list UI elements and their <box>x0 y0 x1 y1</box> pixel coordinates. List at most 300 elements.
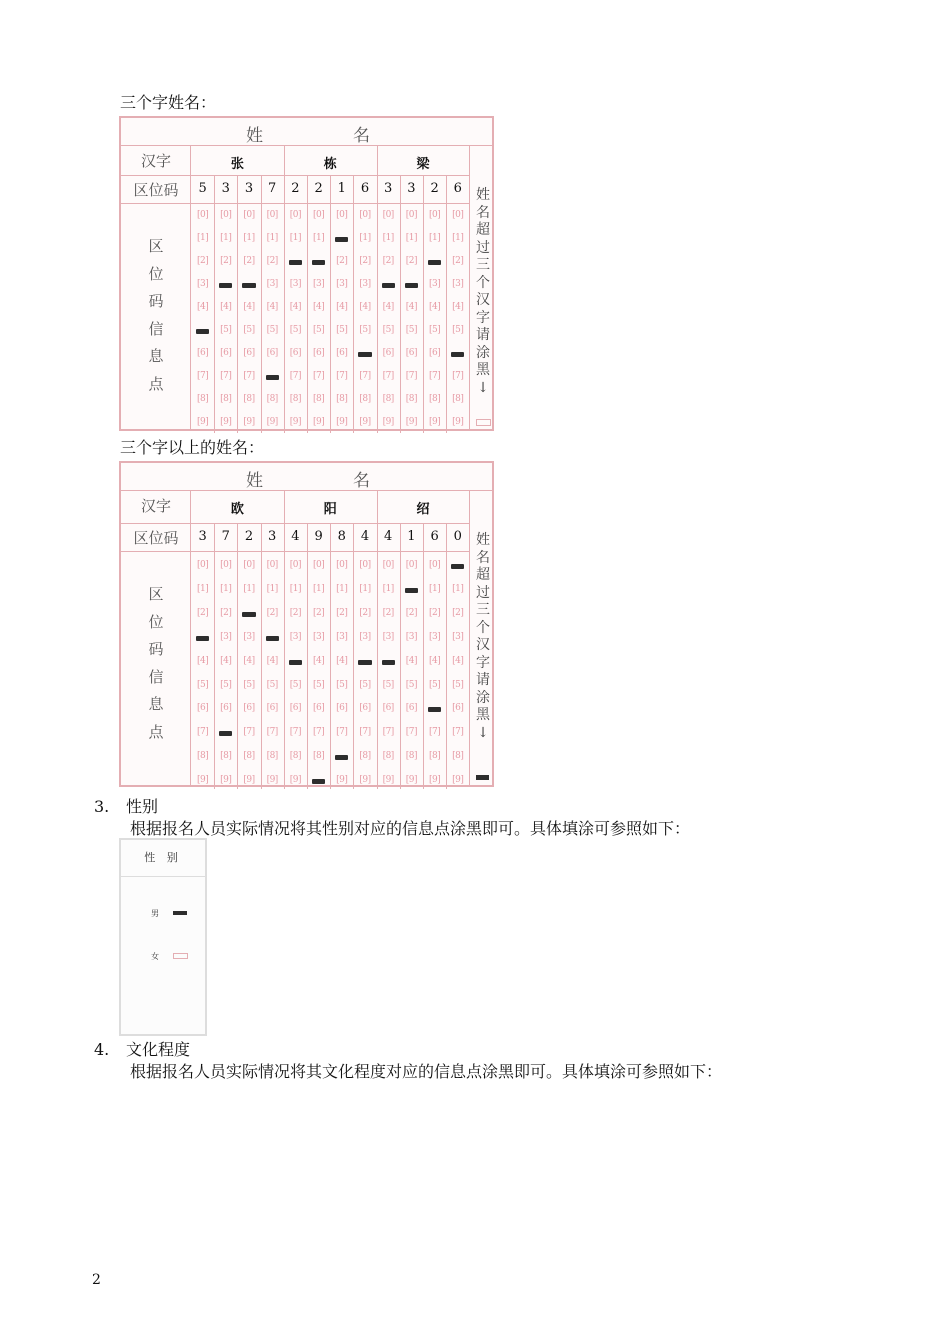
side-note-char: 姓 <box>476 532 490 548</box>
side-note-char: 过 <box>476 239 490 256</box>
gender-male-mark <box>173 911 187 915</box>
bubble: [7] <box>428 371 441 381</box>
bubble: [9] <box>243 417 255 427</box>
bubble: [5] <box>405 679 418 690</box>
bubble: [6] <box>312 348 325 358</box>
side-note-char: 个 <box>476 619 490 636</box>
name-char: 栋 <box>323 157 337 172</box>
bubble: [9] <box>289 775 302 786</box>
bubble: [0] <box>289 210 302 220</box>
bubble: [4] <box>452 655 464 666</box>
bubble: [5] <box>266 325 278 335</box>
bubble: [5] <box>428 679 441 690</box>
bubble: [2] <box>428 607 441 618</box>
filled-bubble <box>196 329 209 334</box>
bubble: [6] <box>196 348 209 358</box>
bubble: [1] <box>428 233 441 243</box>
bubble: [4] <box>243 302 255 312</box>
bubble: [0] <box>336 210 348 220</box>
filled-bubble <box>405 588 418 593</box>
bubble: [4] <box>452 302 464 312</box>
bubble: [9] <box>382 417 394 427</box>
bubble: [5] <box>266 679 278 690</box>
code-digit: 7 <box>221 529 230 544</box>
bubble: [4] <box>405 302 418 312</box>
bubble: [5] <box>359 679 371 690</box>
bubble: [8] <box>382 394 394 404</box>
code-digit: 0 <box>453 529 462 544</box>
bubble: [2] <box>452 256 464 266</box>
bubble: [8] <box>359 751 371 762</box>
bubble: [8] <box>452 394 464 404</box>
info-point-label: 区 <box>148 237 164 255</box>
bubble: [4] <box>336 655 348 666</box>
bubble: [1] <box>382 233 394 243</box>
caption-three-char-name: 三个字姓名： <box>120 93 217 112</box>
bubble: [9] <box>428 417 441 427</box>
bubble: [5] <box>243 679 255 690</box>
filled-bubble <box>428 707 441 712</box>
code-digit: 6 <box>360 181 370 196</box>
bubble: [9] <box>243 775 255 786</box>
bubble: [1] <box>266 233 278 243</box>
filled-bubble <box>196 636 209 641</box>
bubble: [0] <box>289 560 302 570</box>
section-4-text: 根据报名人员实际情况将其文化程度对应的信息点涂黑即可。具体填涂可参照如下： <box>130 1062 723 1081</box>
bubble: [2] <box>359 607 371 618</box>
bubble: [5] <box>452 679 464 690</box>
bubble: [9] <box>452 775 464 786</box>
code-digit: 3 <box>198 529 207 544</box>
bubble: [6] <box>452 703 464 714</box>
bubble: [6] <box>382 703 394 714</box>
section-3-number: 3. <box>94 797 110 816</box>
over-three-box <box>476 419 491 426</box>
code-digit: 3 <box>384 181 393 196</box>
bubble: [3] <box>220 631 232 642</box>
info-point-label: 码 <box>148 640 164 658</box>
bubble: [1] <box>312 233 325 243</box>
bubble: [1] <box>382 583 394 594</box>
bubble: [3] <box>289 279 302 289</box>
bubble: [8] <box>220 394 232 404</box>
bubble: [2] <box>359 256 371 266</box>
code-digit: 2 <box>291 181 300 196</box>
code-digit: 2 <box>314 181 323 196</box>
grid-line <box>121 523 469 524</box>
bubble: [8] <box>312 751 325 762</box>
grid-line <box>121 203 469 204</box>
bubble: [6] <box>243 348 255 358</box>
name-header <box>121 118 492 146</box>
side-note-char: 三 <box>476 602 490 618</box>
side-note-char: 个 <box>476 274 490 291</box>
bubble: [7] <box>196 727 209 738</box>
gender-sheet <box>119 838 207 1036</box>
bubble: [7] <box>382 727 394 738</box>
bubble: [3] <box>196 279 209 289</box>
bubble: [8] <box>405 394 418 404</box>
bubble: [8] <box>266 751 278 762</box>
filled-bubble <box>312 260 325 265</box>
bubble: [8] <box>220 751 232 762</box>
bubble: [3] <box>359 279 371 289</box>
side-note-char: 过 <box>476 584 490 601</box>
bubble: [8] <box>452 751 464 762</box>
bubble: [1] <box>336 583 348 594</box>
bubble: [3] <box>452 631 464 642</box>
name-char: 欧 <box>230 502 244 517</box>
bubble: [7] <box>196 371 209 381</box>
bubble: [8] <box>428 394 441 404</box>
bubble: [8] <box>243 394 255 404</box>
bubble: [7] <box>452 727 464 738</box>
bubble: [0] <box>452 210 464 220</box>
filled-bubble <box>242 612 255 617</box>
bubble: [4] <box>196 302 209 312</box>
bubble: [2] <box>266 607 278 618</box>
bubble: [7] <box>382 371 394 381</box>
bubble: [8] <box>382 751 394 762</box>
bubble: [4] <box>220 302 232 312</box>
bubble: [8] <box>336 394 348 404</box>
bubble: [5] <box>428 325 441 335</box>
info-point-label: 点 <box>148 722 164 741</box>
info-point-label: 码 <box>148 292 164 310</box>
bubble: [5] <box>289 679 302 690</box>
bubble: [0] <box>312 210 325 220</box>
bubble: [7] <box>405 371 418 381</box>
code-digit: 1 <box>407 529 416 544</box>
bubble: [6] <box>289 703 302 714</box>
bubble: [2] <box>336 607 348 618</box>
bubble: [5] <box>336 325 348 335</box>
bubble: [2] <box>266 256 278 266</box>
bubble: [6] <box>266 348 278 358</box>
bubble: [5] <box>220 325 232 335</box>
bubble: [1] <box>312 583 325 594</box>
bubble: [7] <box>336 727 348 738</box>
bubble: [1] <box>289 233 302 243</box>
bubble: [3] <box>312 279 325 289</box>
filled-bubble <box>266 636 279 641</box>
bubble: [1] <box>428 583 441 594</box>
bubble: [5] <box>405 325 418 335</box>
bubble: [3] <box>428 279 441 289</box>
side-note-char: 涂 <box>476 344 490 361</box>
filled-bubble <box>358 660 371 665</box>
bubble: [9] <box>336 417 348 427</box>
bubble: [3] <box>266 279 278 289</box>
filled-bubble <box>358 352 371 357</box>
bubble: [4] <box>336 302 348 312</box>
bubble: [9] <box>220 417 232 427</box>
bubble: [7] <box>405 727 418 738</box>
page-number: 2 <box>92 1272 101 1288</box>
bubble: [9] <box>359 775 371 786</box>
bubble: [4] <box>428 302 441 312</box>
info-point-label: 区 <box>148 585 164 603</box>
bubble: [5] <box>289 325 302 335</box>
bubble: [7] <box>312 727 325 738</box>
bubble: [8] <box>289 394 302 404</box>
bubble: [6] <box>405 348 418 358</box>
filled-bubble <box>312 779 325 784</box>
name-sheet-three-chars <box>119 116 494 431</box>
code-digit: 2 <box>430 181 439 196</box>
bubble: [2] <box>196 256 209 266</box>
bubble: [6] <box>336 703 348 714</box>
bubble: [6] <box>220 348 232 358</box>
name-char: 绍 <box>416 502 430 517</box>
bubble: [8] <box>266 394 278 404</box>
bubble: [2] <box>196 607 209 618</box>
bubble: [4] <box>243 655 255 666</box>
header-right-char: 名 <box>353 471 370 491</box>
bubble: [8] <box>196 751 209 762</box>
header-left-char: 姓 <box>246 471 263 491</box>
code-digit: 4 <box>291 529 300 544</box>
bubble: [6] <box>220 703 232 714</box>
side-note-char: ↓ <box>477 379 489 396</box>
bubble: [1] <box>243 583 255 594</box>
bubble: [6] <box>359 703 371 714</box>
bubble: [7] <box>243 371 255 381</box>
info-point-label: 息 <box>148 695 164 713</box>
bubble: [4] <box>266 655 278 666</box>
bubble: [1] <box>405 233 418 243</box>
bubble: [7] <box>289 371 302 381</box>
bubble: [0] <box>382 210 394 220</box>
code-digit: 5 <box>198 181 207 196</box>
filled-bubble <box>335 755 348 760</box>
bubble: [9] <box>359 417 371 427</box>
bubble: [1] <box>289 583 302 594</box>
row-label-code: 区位码 <box>133 529 179 547</box>
bubble: [3] <box>243 631 255 642</box>
bubble: [0] <box>220 210 232 220</box>
bubble: [9] <box>196 775 209 786</box>
bubble: [8] <box>289 751 302 762</box>
bubble: [3] <box>289 631 302 642</box>
bubble: [1] <box>266 583 278 594</box>
caption-multi-char-name: 三个字以上的姓名： <box>120 438 265 457</box>
bubble: [3] <box>452 279 464 289</box>
bubble: [2] <box>336 256 348 266</box>
bubble: [5] <box>312 679 325 690</box>
filled-bubble <box>219 731 232 736</box>
filled-bubble <box>405 283 418 288</box>
bubble: [9] <box>220 775 232 786</box>
bubble: [6] <box>196 703 209 714</box>
bubble: [9] <box>428 775 441 786</box>
bubble: [5] <box>220 679 232 690</box>
bubble: [6] <box>266 703 278 714</box>
info-point-label: 点 <box>148 374 164 393</box>
bubble: [2] <box>243 256 255 266</box>
bubble: [9] <box>382 775 394 786</box>
gender-male-label: 男 <box>151 909 159 918</box>
bubble: [6] <box>312 703 325 714</box>
bubble: [9] <box>452 417 464 427</box>
bubble: [7] <box>359 727 371 738</box>
bubble: [3] <box>312 631 325 642</box>
bubble: [8] <box>428 751 441 762</box>
bubble: [1] <box>243 233 255 243</box>
code-digit: 3 <box>407 181 416 196</box>
bubble: [0] <box>405 560 418 570</box>
bubble: [1] <box>452 233 464 243</box>
side-note-char: 名 <box>476 549 490 566</box>
code-digit: 3 <box>221 181 230 196</box>
side-note-char: ↓ <box>477 724 489 741</box>
filled-bubble <box>382 283 395 288</box>
bubble: [1] <box>196 233 209 243</box>
bubble: [6] <box>243 703 255 714</box>
bubble: [5] <box>452 325 464 335</box>
bubble: [4] <box>312 302 325 312</box>
bubble: [6] <box>382 348 394 358</box>
bubble: [0] <box>428 210 441 220</box>
name-sheet-more-chars <box>119 461 494 787</box>
code-digit: 1 <box>337 181 346 196</box>
side-note-char: 涂 <box>476 689 490 706</box>
side-note-char: 黑 <box>476 707 490 723</box>
filled-bubble <box>289 260 302 265</box>
row-label-hanzi: 汉字 <box>140 497 171 515</box>
name-char: 阳 <box>323 502 337 517</box>
bubble: [2] <box>405 256 418 266</box>
grid-line <box>121 175 469 176</box>
bubble: [5] <box>243 325 255 335</box>
bubble: [2] <box>405 607 418 618</box>
bubble: [0] <box>405 210 418 220</box>
bubble: [6] <box>405 703 418 714</box>
bubble: [0] <box>266 210 278 220</box>
bubble: [4] <box>359 302 371 312</box>
bubble: [4] <box>196 655 209 666</box>
bubble: [5] <box>382 679 394 690</box>
filled-bubble <box>451 564 464 569</box>
bubble: [3] <box>359 631 371 642</box>
bubble: [7] <box>312 371 325 381</box>
row-label-code: 区位码 <box>133 181 179 199</box>
side-note-char: 请 <box>476 672 490 688</box>
bubble: [5] <box>196 679 209 690</box>
side-note-char: 汉 <box>476 292 490 308</box>
bubble: [0] <box>220 560 232 570</box>
code-digit: 4 <box>360 529 370 544</box>
bubble: [7] <box>266 727 278 738</box>
bubble: [0] <box>359 560 371 570</box>
code-digit: 7 <box>268 181 277 196</box>
filled-bubble <box>382 660 395 665</box>
bubble: [3] <box>428 631 441 642</box>
bubble: [3] <box>382 631 394 642</box>
bubble: [3] <box>405 631 418 642</box>
bubble: [7] <box>428 727 441 738</box>
bubble: [9] <box>405 775 418 786</box>
bubble: [1] <box>359 583 371 594</box>
code-digit: 2 <box>244 529 254 544</box>
filled-bubble <box>219 283 232 288</box>
bubble: [2] <box>382 256 394 266</box>
bubble: [9] <box>312 417 325 427</box>
bubble: [5] <box>359 325 371 335</box>
bubble: [4] <box>405 655 418 666</box>
bubble: [4] <box>382 302 394 312</box>
side-note-char: 姓 <box>476 187 490 203</box>
side-note-char: 超 <box>476 567 490 583</box>
filled-bubble <box>451 352 464 357</box>
filled-bubble <box>335 237 348 242</box>
bubble: [0] <box>243 210 255 220</box>
bubble: [4] <box>312 655 325 666</box>
header-left-char: 姓 <box>246 126 263 146</box>
bubble: [9] <box>289 417 302 427</box>
bubble: [1] <box>452 583 464 594</box>
name-char: 张 <box>230 157 244 172</box>
side-note-char: 三 <box>476 257 490 273</box>
info-point-label: 信 <box>148 667 164 686</box>
bubble: [9] <box>405 417 418 427</box>
section-3-title: 性别 <box>126 797 159 816</box>
bubble: [4] <box>289 302 302 312</box>
header-right-char: 名 <box>353 126 370 146</box>
bubble: [9] <box>266 775 278 786</box>
filled-bubble <box>289 660 302 665</box>
code-digit: 4 <box>384 529 393 544</box>
gender-title: 性 别 <box>121 840 205 877</box>
side-note-char: 请 <box>476 327 490 343</box>
bubble: [8] <box>405 751 418 762</box>
section-4-title: 文化程度 <box>126 1040 191 1059</box>
bubble: [8] <box>312 394 325 404</box>
info-point-label: 位 <box>148 264 164 283</box>
bubble: [1] <box>196 583 209 594</box>
bubble: [2] <box>220 607 232 618</box>
side-note-char: 汉 <box>476 637 490 653</box>
bubble: [9] <box>196 417 209 427</box>
row-label-hanzi: 汉字 <box>140 152 171 170</box>
bubble: [7] <box>220 371 232 381</box>
bubble: [0] <box>196 560 209 570</box>
info-point-label: 息 <box>148 347 164 365</box>
side-note-char: 字 <box>476 309 490 326</box>
name-header <box>121 463 492 491</box>
bubble: [0] <box>243 560 255 570</box>
bubble: [7] <box>336 371 348 381</box>
bubble: [4] <box>266 302 278 312</box>
bubble: [7] <box>289 727 302 738</box>
bubble: [6] <box>289 348 302 358</box>
bubble: [0] <box>336 560 348 570</box>
gender-female-label: 女 <box>151 952 159 961</box>
bubble: [9] <box>266 417 278 427</box>
side-note-char: 超 <box>476 222 490 238</box>
bubble: [7] <box>359 371 371 381</box>
bubble: [7] <box>452 371 464 381</box>
bubble: [0] <box>312 560 325 570</box>
filled-bubble <box>266 375 279 380</box>
bubble: [2] <box>312 607 325 618</box>
code-digit: 3 <box>268 529 277 544</box>
gender-female-box <box>173 953 188 959</box>
filled-bubble <box>428 260 441 265</box>
bubble: [8] <box>196 394 209 404</box>
bubble: [5] <box>382 325 394 335</box>
bubble: [2] <box>289 607 302 618</box>
